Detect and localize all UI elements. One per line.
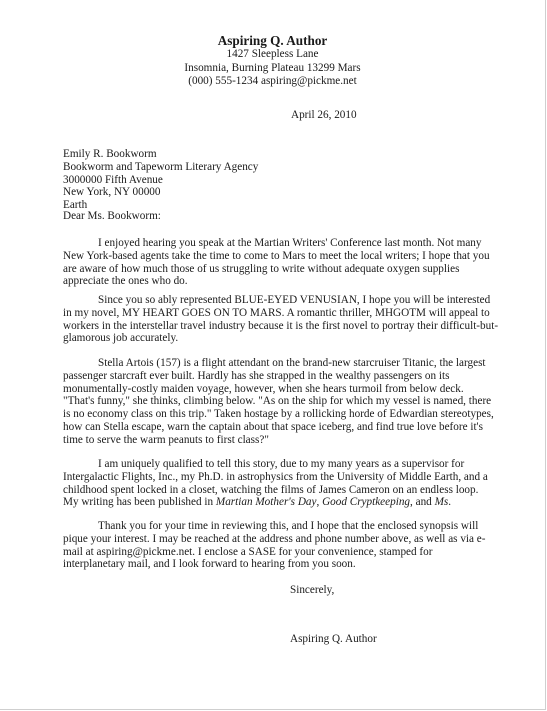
paragraph-line: Stella Artois (157) is a flight attendant on the brand-new starcruiser Titanic, the largest [98, 357, 486, 369]
paragraph-3 [63, 357, 494, 447]
paragraph-line: appreciate the ones who do. [63, 275, 188, 288]
salutation: Dear Ms. Bookworm: [63, 210, 161, 222]
publication-title: Good Cryptkeeping [322, 496, 411, 509]
recipient-agency: Bookworm and Tapeworm Literary Agency [63, 160, 259, 173]
recipient-street: 3000000 Fifth Avenue [63, 173, 163, 186]
paragraph-4 [63, 458, 488, 509]
paragraph-line: mail at aspiring@pickme.net. I enclose a SASE for your convenience, stamped for [63, 545, 433, 558]
recipient-block [63, 148, 258, 212]
paragraph-text: . [448, 496, 452, 509]
paragraph-2 [63, 294, 499, 345]
recipient-city: New York, NY 00000 [63, 186, 161, 199]
recipient-planet: Earth [63, 199, 88, 212]
paragraph-text: My writing has been published in [63, 496, 216, 509]
paragraph-line: I am uniquely qualified to tell this story, due to my many years as a supervisor for [98, 458, 465, 470]
letterhead [0, 33, 545, 89]
closing: Sincerely, [290, 584, 335, 596]
paragraph-5 [63, 520, 486, 571]
paragraph-line: childhood spent locked in a closet, watching the films of James Cameron on an endless loop. [63, 483, 479, 496]
paragraph-line: is no economy class on this trip." Taken hostage by a rollicking horde of Edwardian stereotypes, [63, 408, 494, 421]
paragraph-line: workers in the interstellar travel industry because it is the first novel to portray their difficult-but- [63, 319, 499, 332]
paragraph-text: , and [410, 496, 435, 509]
publication-title: Martian Mother's Day [215, 496, 317, 509]
paragraph-line: passenger starcraft ever built. Hardly has she strapped in the wealthy passengers on its [63, 369, 450, 382]
paragraph-line [63, 496, 483, 509]
paragraph-line: Intergalactic Flights, Inc., my Ph.D. in astrophysics from the University of Middle Earth, and a [63, 470, 488, 483]
sender-name: Aspiring Q. Author [217, 33, 328, 48]
recipient-name: Emily R. Bookworm [63, 148, 157, 160]
paragraph-line: Since you so ably represented BLUE-EYED VENUSIAN, I hope you will be interested [98, 294, 491, 306]
publication-title: Ms [434, 496, 449, 509]
paragraph-line: are aware of how much those of us struggling to write without adequate oxygen supplies [63, 262, 460, 275]
sender-address-line2: Insomnia, Burning Plateau 13299 Mars [184, 61, 361, 74]
paragraph-text: , [316, 496, 323, 509]
paragraph-line: pique your interest. I may be reached at the address and phone number above, as well as via e- [63, 532, 486, 545]
paragraph-line: how can Stella escape, warn the captain about that space iceberg, and find true love before it's [63, 420, 483, 433]
paragraph-line: I enjoyed hearing you speak at the Martian Writers' Conference last month. Not many [98, 237, 482, 249]
letter-date: April 26, 2010 [291, 109, 357, 121]
paragraph-line: in my novel, MY HEART GOES ON TO MARS. A romantic thriller, MHGOTM will appeal to [63, 306, 490, 319]
sender-address-line1: 1427 Sleepless Lane [226, 48, 319, 60]
sender-contact: (000) 555-1234 aspiring@pickme.net [188, 75, 357, 87]
paragraph-line: Thank you for your time in reviewing this, and I hope that the enclosed synopsis will [98, 520, 479, 532]
paragraph-line: interplanetary mail, and I look forward to hearing from you soon. [63, 558, 356, 571]
paragraph-line: monumentally-costly maiden voyage, however, when she hears turmoil from below deck. [63, 382, 464, 395]
paragraph-line: "That's funny," she thinks, climbing below. "As on the ship for which my vessel is named, there [63, 395, 492, 408]
signature-name: Aspiring Q. Author [290, 633, 377, 645]
paragraph-line: New York-based agents take the time to come to Mars to meet the local writers; I hope that you [63, 249, 490, 262]
paragraph-line: glamorous job accurately. [63, 332, 179, 345]
paragraph-1 [63, 237, 490, 288]
paragraph-line: time to serve the warm peanuts to first class?" [63, 433, 269, 446]
